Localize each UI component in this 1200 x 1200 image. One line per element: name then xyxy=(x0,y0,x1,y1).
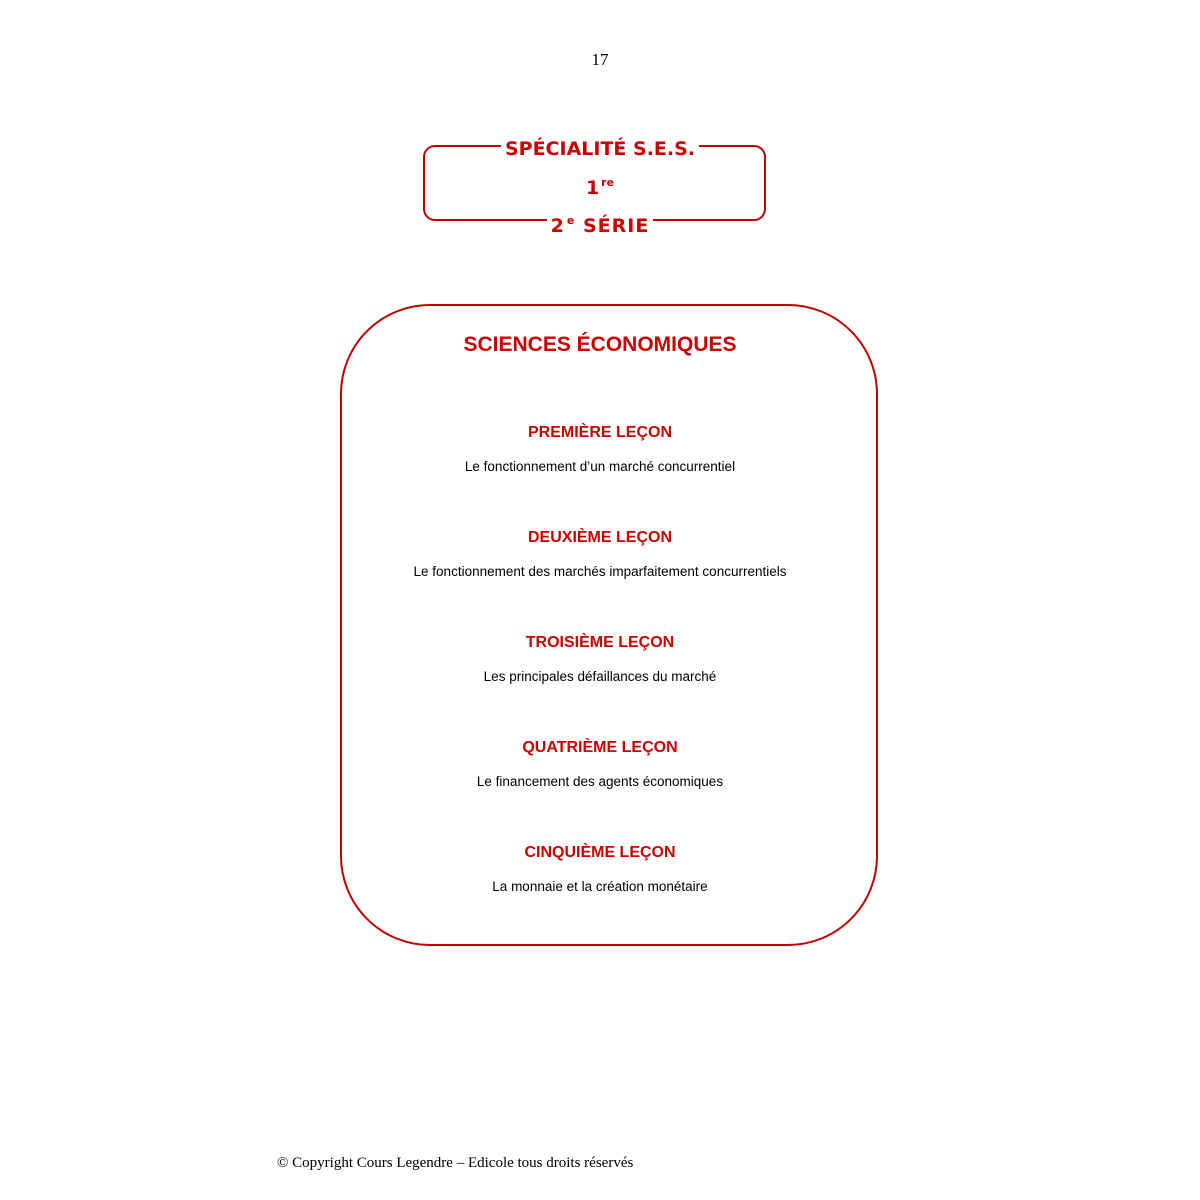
lesson-description: Les principales défaillances du marché xyxy=(483,669,717,684)
copyright-footer: © Copyright Cours Legendre – Edicole tous droits réservés xyxy=(277,1155,634,1171)
header-series-suffix: e xyxy=(566,214,576,227)
lesson-description: La monnaie et la création monétaire xyxy=(492,879,708,894)
lesson-item xyxy=(0,738,1200,791)
lesson-item xyxy=(0,843,1200,896)
lesson-description: Le fonctionnement des marchés imparfaitement concurrentiels xyxy=(413,564,787,579)
lesson-item xyxy=(0,633,1200,686)
header-level xyxy=(0,171,1200,200)
header-level-number: 1 xyxy=(585,177,600,199)
lesson-description: Le fonctionnement d’un marché concurrentiel xyxy=(464,459,736,474)
header-series-wrap xyxy=(547,215,654,237)
lesson-title: PREMIÈRE LEÇON xyxy=(527,424,672,441)
header-series-label: SÉRIE xyxy=(575,215,650,237)
lesson-title: CINQUIÈME LEÇON xyxy=(524,844,676,861)
lesson-description: Le financement des agents économiques xyxy=(476,774,724,789)
header-specialty-text: SPÉCIALITÉ S.E.S. xyxy=(501,138,699,160)
header-specialty xyxy=(0,137,1200,161)
lesson-title: QUATRIÈME LEÇON xyxy=(522,739,678,756)
lesson-item xyxy=(0,528,1200,581)
lesson-item xyxy=(0,423,1200,476)
header-series xyxy=(0,209,1200,238)
header-series-number: 2 xyxy=(550,215,565,237)
lesson-title: DEUXIÈME LEÇON xyxy=(527,529,672,546)
section-title: SCIENCES ÉCONOMIQUES xyxy=(463,333,737,356)
page-number: 17 xyxy=(591,50,609,69)
lesson-title: TROISIÈME LEÇON xyxy=(525,634,675,651)
header-level-suffix: re xyxy=(601,176,615,189)
